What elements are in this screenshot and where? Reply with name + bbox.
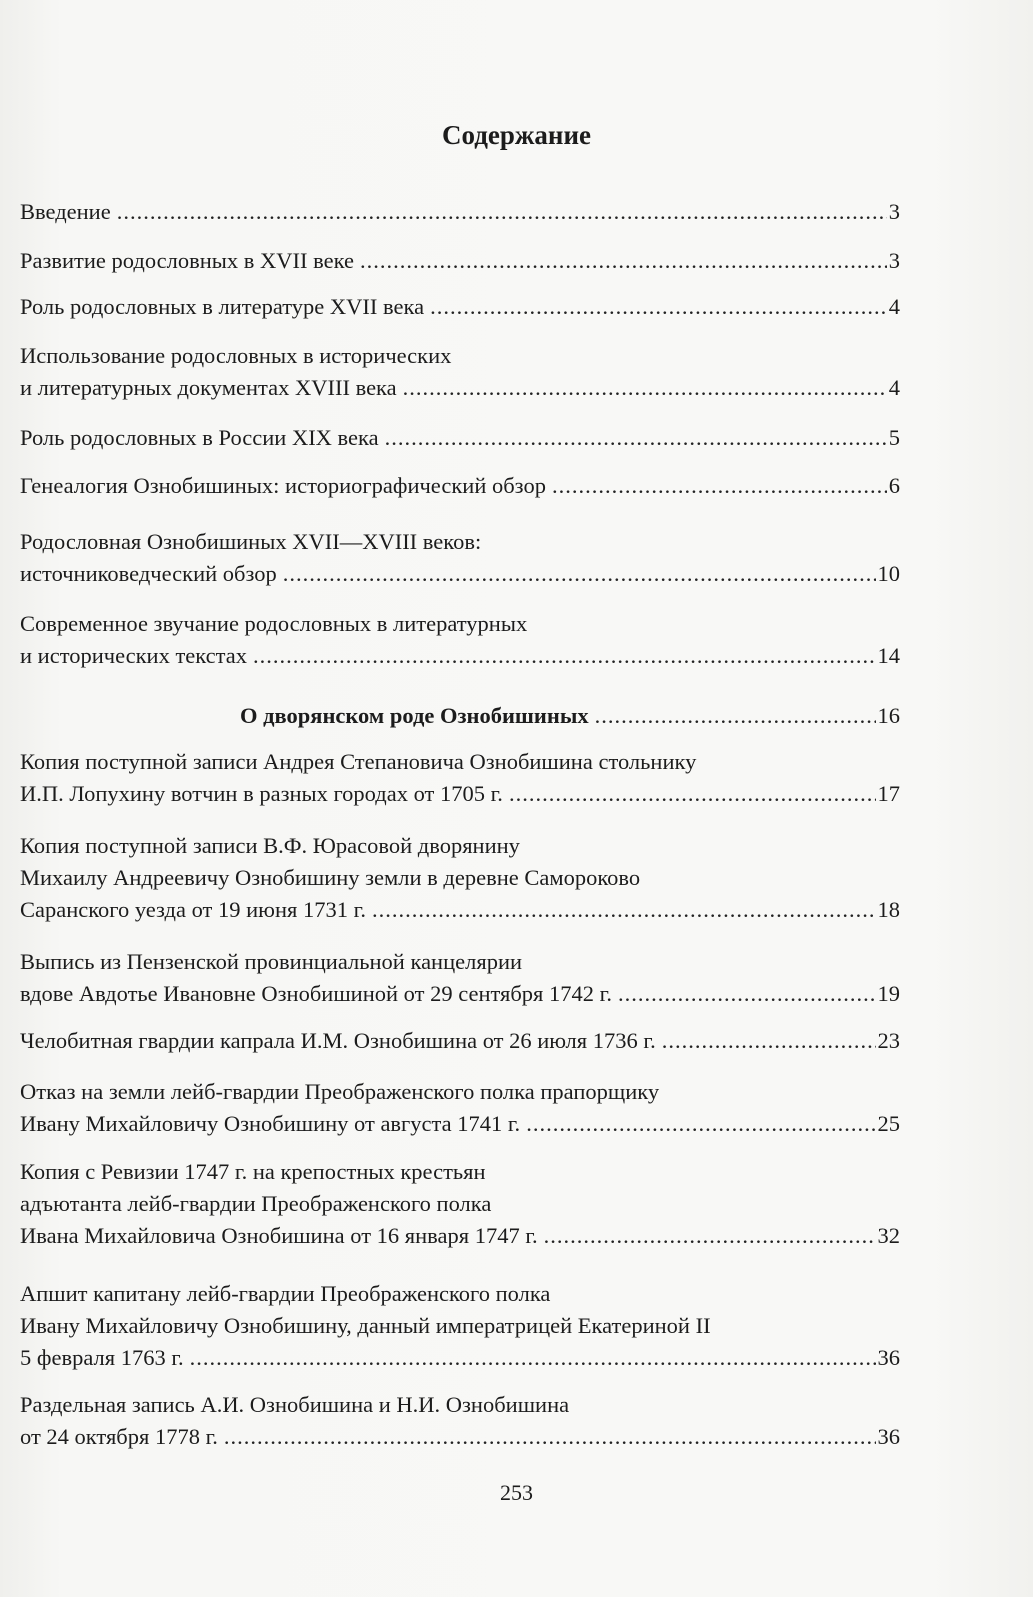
toc-entry-line [20, 340, 900, 372]
toc-page-number: 36 [877, 1424, 900, 1449]
toc-entry-title: Копия поступной записи Андрея Степановича Ознобишина стольнику [20, 749, 697, 774]
dot-leader [618, 978, 876, 1010]
toc-entry-title: Введение [20, 199, 111, 224]
dot-leader [190, 1342, 876, 1374]
toc-entry-title: и исторических текстах [20, 643, 247, 668]
toc-entry-title: Копия поступной записи В.Ф. Юрасовой дворянину [20, 833, 520, 858]
toc-entry-last-line [20, 470, 900, 502]
dot-leader [595, 700, 876, 732]
toc-entry[interactable] [20, 526, 900, 590]
toc-entry-line [20, 1278, 900, 1310]
toc-entry-title: Ивана Михайловича Ознобишина от 16 января 1747 г. [20, 1223, 538, 1248]
toc-entry[interactable] [20, 1025, 900, 1057]
toc-entry-last-line [20, 372, 900, 404]
toc-entry-line [20, 746, 900, 778]
toc-entry-line [20, 1310, 900, 1342]
toc-entry-title: Выпись из Пензенской провинциальной канцелярии [20, 949, 523, 974]
toc-entry-line [20, 526, 900, 558]
toc-entry-title: Развитие родословных в XVII веке [20, 248, 354, 273]
toc-entry-title: О дворянском роде Ознобишиных [240, 703, 589, 728]
toc-entry-last-line [20, 778, 900, 810]
toc-entry-title: Копия с Ревизии 1747 г. на крепостных крестьян [20, 1159, 486, 1184]
toc-entry-last-line [20, 196, 900, 228]
toc-entry-title: и литературных документах XVIII века [20, 375, 397, 400]
dot-leader [430, 291, 887, 323]
toc-entry-title: Роль родословных в России XIX века [20, 425, 379, 450]
toc-page-number: 19 [877, 981, 900, 1006]
dot-leader [283, 558, 876, 590]
dot-leader [662, 1025, 876, 1057]
toc-entry[interactable] [20, 340, 900, 404]
toc-entry-last-line [20, 640, 900, 672]
toc-entry[interactable] [20, 196, 900, 228]
toc-page-number: 17 [877, 781, 900, 806]
toc-entry-title: Отказ на земли лейб-гвардии Преображенского полка прапорщику [20, 1079, 660, 1104]
toc-entry-last-line [20, 1421, 900, 1453]
dot-leader [526, 1108, 875, 1140]
toc-entry[interactable] [20, 746, 900, 810]
toc-page-number: 4 [888, 294, 900, 319]
toc-entry-title: источниковедческий обзор [20, 561, 277, 586]
toc-entry[interactable] [20, 470, 900, 502]
toc-entry-title: Челобитная гвардии капрала И.М. Ознобишина от 26 июля 1736 г. [20, 1028, 656, 1053]
dot-leader [403, 372, 887, 404]
toc-page-number: 36 [877, 1345, 900, 1370]
toc-entry[interactable] [20, 1278, 900, 1374]
toc-entry-line [20, 946, 900, 978]
toc-entry-last-line [20, 1342, 900, 1374]
dot-leader [360, 245, 887, 277]
toc-entry[interactable] [20, 608, 900, 672]
toc-entry-title: Родословная Ознобишиных XVII—XVIII веков: [20, 529, 482, 554]
toc-entry-last-line [20, 700, 900, 732]
toc-entry[interactable] [20, 700, 900, 732]
toc-entry-title: Современное звучание родословных в литературных [20, 611, 528, 636]
toc-entry-line [20, 608, 900, 640]
toc-page-number: 23 [877, 1028, 900, 1053]
toc-page-number: 25 [877, 1111, 900, 1136]
toc-entry[interactable] [20, 1156, 900, 1252]
toc-entry-last-line [20, 291, 900, 323]
toc-entry-line [20, 1156, 900, 1188]
toc-entry-line [20, 1076, 900, 1108]
toc-entry-title: Михаилу Андреевичу Ознобишину земли в деревне Самороково [20, 865, 641, 890]
toc-entry-title: Роль родословных в литературе XVII века [20, 294, 425, 319]
toc-entry-title: Генеалогия Ознобишиных: историографический обзор [20, 473, 546, 498]
toc-entry-last-line [20, 1025, 900, 1057]
toc-page-number: 16 [877, 703, 900, 728]
toc-entry-title: адъютанта лейб-гвардии Преображенского полка [20, 1191, 492, 1216]
toc-entry-line [20, 1188, 900, 1220]
toc-entry-title: Ивану Михайловичу Ознобишину, данный императрицей Екатериной II [20, 1313, 711, 1338]
toc-entry[interactable] [20, 245, 900, 277]
toc-entry[interactable] [20, 830, 900, 926]
toc-entry-last-line [20, 245, 900, 277]
dot-leader [372, 894, 876, 926]
dot-leader [117, 196, 887, 228]
toc-entry[interactable] [20, 946, 900, 1010]
toc-entry-last-line [20, 558, 900, 590]
toc-entry[interactable] [20, 422, 900, 454]
toc-entry[interactable] [20, 291, 900, 323]
toc-entry-last-line [20, 978, 900, 1010]
toc-entry-title: Ивану Михайловичу Ознобишину от августа 1741 г. [20, 1111, 521, 1136]
toc-entry-line [20, 862, 900, 894]
toc-entry-last-line [20, 422, 900, 454]
toc-entry-title: Раздельная запись А.И. Ознобишина и Н.И. Ознобишина [20, 1392, 570, 1417]
toc-page-number: 18 [877, 897, 900, 922]
toc-entry-title: от 24 октября 1778 г. [20, 1424, 218, 1449]
toc-page-number: 3 [888, 248, 900, 273]
toc-page-number: 5 [888, 425, 900, 450]
toc-entry-title: Использование родословных в исторических [20, 343, 452, 368]
toc-entry-title: вдове Авдотье Ивановне Ознобишиной от 29 сентября 1742 г. [20, 981, 612, 1006]
page-number: 253 [500, 1480, 533, 1505]
toc-entry-last-line [20, 894, 900, 926]
toc-entry-title: 5 февраля 1763 г. [20, 1345, 184, 1370]
toc-page-number: 10 [877, 561, 900, 586]
toc-page-number: 6 [888, 473, 900, 498]
toc-entry-title: И.П. Лопухину вотчин в разных городах от 1705 г. [20, 781, 503, 806]
toc-page-number: 32 [877, 1223, 900, 1248]
dot-leader [509, 778, 876, 810]
toc-entry-last-line [20, 1220, 900, 1252]
dot-leader [385, 422, 887, 454]
toc-entry[interactable] [20, 1076, 900, 1140]
toc-entry-line [20, 830, 900, 862]
toc-page-number: 4 [888, 375, 900, 400]
toc-entry-last-line [20, 1108, 900, 1140]
toc-entry-title: Саранского уезда от 19 июня 1731 г. [20, 897, 366, 922]
dot-leader [544, 1220, 876, 1252]
contents-title: Содержание [441, 120, 592, 150]
toc-page-number: 3 [888, 199, 900, 224]
dot-leader [253, 640, 876, 672]
dot-leader [552, 470, 887, 502]
toc-entry-line [20, 1389, 900, 1421]
dot-leader [224, 1421, 876, 1453]
toc-entry[interactable] [20, 1389, 900, 1453]
toc-entry-title: Апшит капитану лейб-гвардии Преображенского полка [20, 1281, 551, 1306]
toc-page-number: 14 [877, 643, 900, 668]
